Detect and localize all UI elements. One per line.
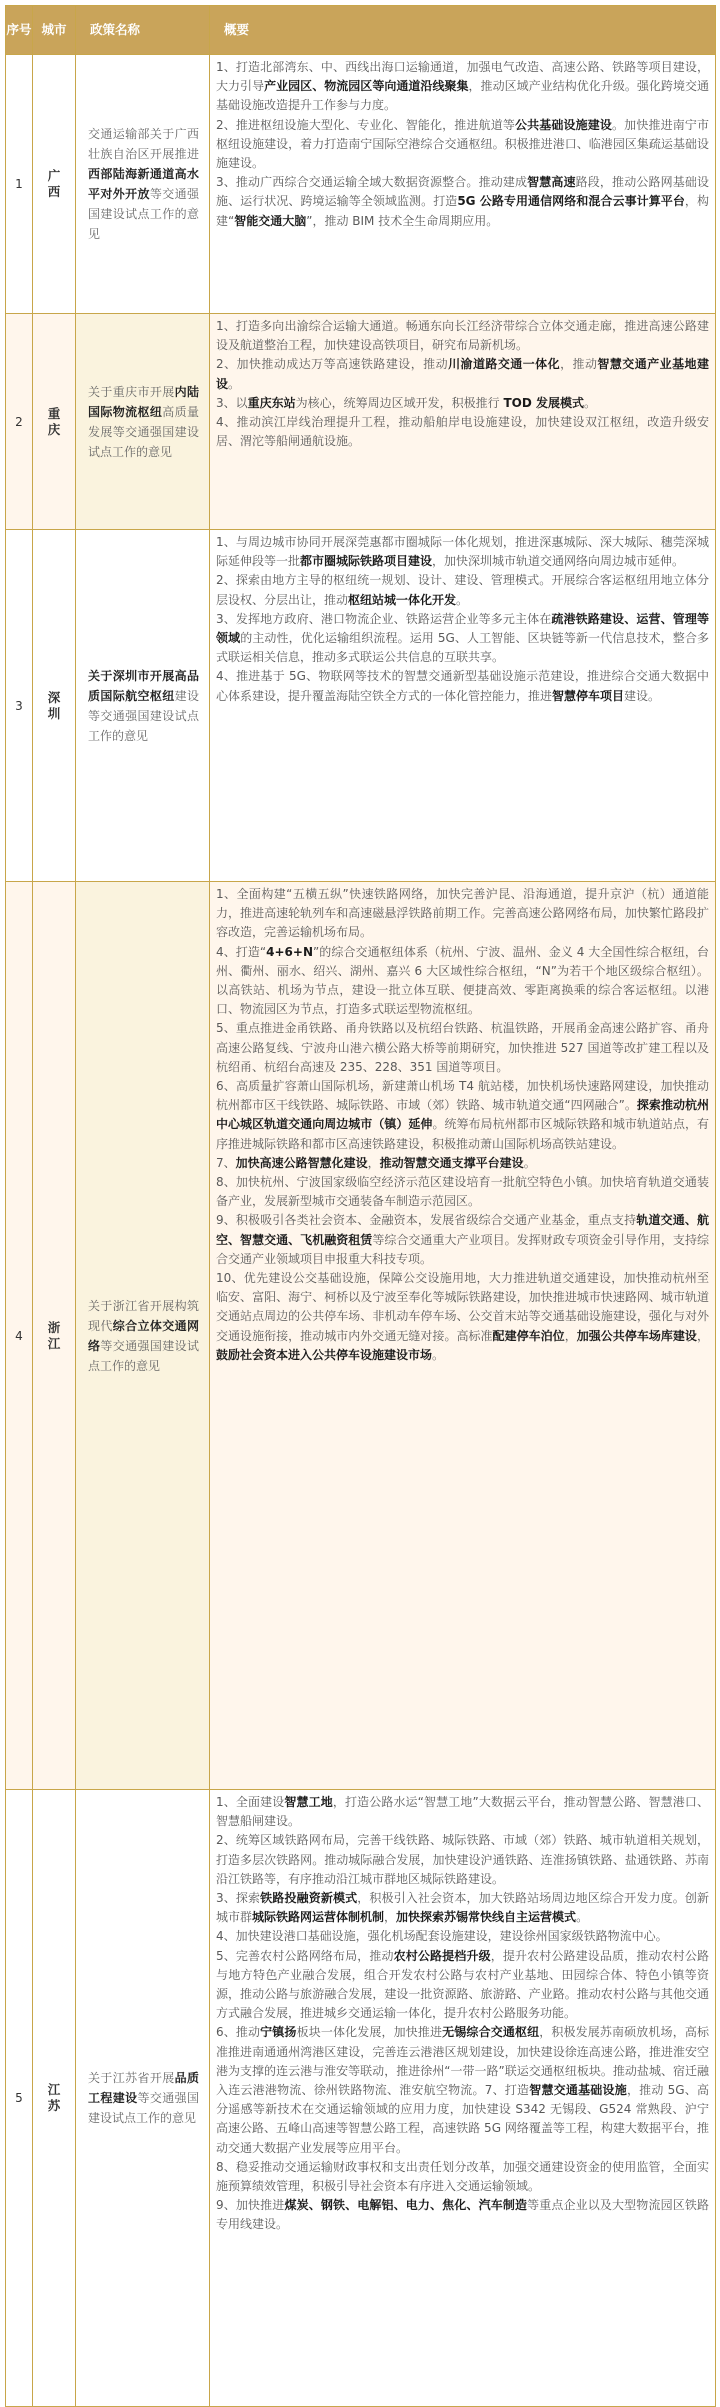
- summary-text: 6、高质量扩容萧山国际机场，新建萧山机场 T4 航站楼，加快机场快速路网建设，加快推动杭州都市区干线铁路、城际铁路、市域（郊）铁路、城市轨道交通“四网融合”。: [216, 1079, 709, 1113]
- summary-text: 2、推进枢纽设施大型化、专业化、智能化，推进航道等: [216, 117, 515, 132]
- summary-item: [216, 116, 709, 174]
- row-city: 江 苏: [33, 1790, 76, 2407]
- summary-text: 1、打造多向出渝综合运输大通道。畅通东向长江经济带综合立体交通走廊，推进高速公路建设及航道整治工程，加快建设高铁项目，研究布局新机场。: [216, 319, 709, 353]
- policy-highlight: 品质工程建设: [88, 2071, 199, 2105]
- policy-text: 高质量发展等交通强国建设试点工作的意见: [88, 404, 199, 459]
- policy-text: 等交通强国建设试点工作的意见: [88, 187, 199, 241]
- summary-item: [216, 1889, 709, 1927]
- policy-text: 关于重庆市开展: [88, 384, 175, 399]
- table-header-row: [6, 6, 716, 55]
- summary-text: 。: [432, 1347, 445, 1362]
- summary-text: 1、全面构建“五横五纵”快速铁路网络，加快完善沪昆、沿海通道，提升京沪（杭）通道能力，推进高速轮轨列车和高速磁悬浮铁路前期工作。完善高速公路网络布局，加快繁忙路段扩容改造，完善运输机场布局。: [216, 887, 709, 940]
- summary-text: 路段，推动公路网基础设施、运行状况、跨境运输等全领域监测。打造: [216, 175, 709, 209]
- summary-text: 10、优先建设公交基础设施，保障公交设施用地，大力推进轨道交通建设，加快推动杭州至临安、富阳、海宁、柯桥以及宁波至奉化等城际铁路建设，加快推进城市快速路网、城市轨道交通站点周边的公共停车场、非机动车停车场、公交首末站等交通基础设施建设，强化与对外交通设施衔接，推动城市内外交通无缝对接。高标准: [216, 1271, 709, 1343]
- summary-item: [216, 2158, 709, 2196]
- summary-text: ，构建“: [216, 194, 709, 228]
- summary-text: ，: [696, 1328, 709, 1343]
- row-policy-name: [76, 530, 210, 882]
- row-summary: [210, 530, 716, 882]
- policy-highlight: 关于深圳市开展高品质国际航空枢纽: [88, 668, 199, 703]
- summary-highlight: 枢纽站城一体化开发: [348, 592, 457, 607]
- row-policy-name: [76, 1790, 210, 2407]
- summary-text: 9、加快推进: [216, 2198, 285, 2213]
- summary-text: 4、推进基于 5G、物联网等技术的智慧交通新型基础设施示范建设，推进综合交通大数据中心体系建设，提升覆盖海陆空铁全方式的一体化管控能力，推进: [216, 669, 709, 703]
- summary-text: 6、推动: [216, 2025, 261, 2040]
- row-policy-name: [76, 314, 210, 530]
- summary-text: ，: [384, 1910, 397, 1925]
- policy-highlight: 内陆国际物流枢纽: [88, 384, 199, 419]
- summary-text: 7、: [216, 1155, 236, 1170]
- summary-highlight: 配建停车泊位: [492, 1328, 565, 1343]
- summary-item: [216, 1793, 709, 1831]
- summary-highlight: 4+6+N: [266, 944, 314, 959]
- summary-text: 3、推动广西综合交通运输全域大数据资源整合。推动建成: [216, 175, 528, 190]
- summary-item: [216, 394, 709, 413]
- summary-text: 板块一体化发展，加快推进: [296, 2025, 443, 2040]
- summary-highlight: 铁路投融资新模式: [260, 1891, 358, 1906]
- policy-highlight: 西部陆海新通道高水平对外开放: [88, 167, 199, 201]
- summary-text: 。: [228, 376, 241, 391]
- summary-text: 5、重点推进金甬铁路、甬舟铁路以及杭绍台铁路、杭温铁路，开展甬金高速公路扩容、甬舟高速公路复线、宁波舟山港六横公路大桥等前期研究，加快推进 527 国道等改扩建工程以及杭绍甬、杭绍台高速及 235、228、351 国道等项目。: [216, 1021, 709, 1074]
- summary-item: [216, 1269, 709, 1365]
- summary-text: ，: [367, 1155, 380, 1170]
- summary-text: ，积极引入社会资本，加大铁路站场周边地区综合开发力度。创新城市群: [216, 1891, 709, 1925]
- summary-text: 5、完善农村公路网络布局，推动: [216, 1948, 394, 1963]
- summary-text: 4、加快建设港口基础设施，强化机场配套设施建设，建设徐州国家级铁路物流中心。: [216, 1929, 668, 1944]
- summary-item: [216, 1211, 709, 1269]
- summary-text: 2、加快推动成达万等高速铁路建设，推动: [216, 357, 449, 372]
- summary-item: [216, 1947, 709, 2024]
- header-policy: 政策名称: [76, 6, 210, 55]
- summary-item: [216, 2023, 709, 2157]
- summary-item: [216, 1173, 709, 1211]
- table-row: [6, 882, 716, 1790]
- header-city: 城市: [33, 6, 76, 55]
- summary-highlight: 5G 公路专用通信网络和混合云事计算平台: [457, 194, 685, 209]
- header-summary: 概要: [210, 6, 716, 55]
- summary-highlight: 川渝道路交通一体化: [448, 357, 561, 372]
- row-city: 重 庆: [33, 314, 76, 530]
- policy-text: 关于江苏省开展: [88, 2071, 175, 2085]
- summary-highlight: TOD 发展模式: [503, 395, 585, 410]
- summary-item: [216, 58, 709, 116]
- summary-item: [216, 413, 709, 451]
- summary-highlight: 城际铁路网运营体制机制: [252, 1910, 385, 1925]
- summary-item: [216, 317, 709, 355]
- summary-text: 1、与周边城市协同开展深莞惠都市圈城际一体化规划，推进深惠城际、深大城际、穗莞深城际延伸段等一批: [216, 535, 709, 569]
- summary-text: 。: [456, 592, 469, 607]
- summary-item: [216, 173, 709, 231]
- summary-highlight: 宁镇扬: [260, 2025, 297, 2040]
- policy-text: 等交通强国建设试点工作的意见: [88, 1338, 199, 1373]
- row-city: 广 西: [33, 55, 76, 314]
- summary-highlight: 产业园区、物流园区等向通道沿线聚集: [264, 79, 469, 94]
- summary-highlight: 智慧交通基础设施: [529, 2083, 627, 2098]
- summary-highlight: 智慧交通产业基地建设: [216, 357, 709, 391]
- summary-item: [216, 667, 709, 705]
- summary-text: 建设。: [624, 688, 661, 703]
- summary-highlight: 探索推动杭州中心城区轨道交通向周边城市（镇）延伸: [216, 1098, 709, 1132]
- summary-text: 2、探索由地方主导的枢纽统一规划、设计、建设、管理模式。开展综合客运枢纽用地立体分层设权、分层出让，推动: [216, 573, 709, 607]
- summary-text: ，推动区域产业结构优化升级。强化跨境交通基础设施改造提升工作参与力度。: [216, 79, 709, 113]
- row-seq: 1: [6, 55, 33, 314]
- summary-highlight: 智慧停车项目: [552, 688, 625, 703]
- summary-item: [216, 885, 709, 943]
- summary-text: 4、推动滨江岸线治理提升工程，推动船舶岸电设施建设，加快建设双江枢纽，改造升级安居、渭沱等船闸通航设施。: [216, 415, 709, 449]
- summary-item: [216, 1831, 709, 1889]
- summary-text: ，推动: [560, 357, 598, 372]
- row-seq: 3: [6, 530, 33, 882]
- row-summary: [210, 882, 716, 1790]
- row-summary: [210, 314, 716, 530]
- policy-text: 交通运输部关于广西壮族自治区开展推进: [88, 127, 199, 161]
- summary-text: 。: [576, 1910, 589, 1925]
- summary-text: 等综合交通重大产业项目。发挥财政专项资金引导作用，支持综合交通产业领域项目申报重大科技专项。: [216, 1232, 709, 1266]
- summary-text: 1、打造北部湾东、中、西线出海口运输通道，加强电气改造、高速公路、铁路等项目建设，大力引导: [216, 60, 709, 94]
- summary-text: 8、稳妥推动交通运输财政事权和支出责任划分改革，加强交通建设资金的使用监管，全面实施预算绩效管理，积极引导社会资本有序进入交通运输领域。: [216, 2159, 709, 2194]
- summary-text: 2、统筹区域铁路网布局，完善干线铁路、城际铁路、市域（郊）铁路、城市轨道相关规划，打造多层次铁路网。推动城际融合发展，加快建设沪通铁路、连淮扬镇铁路、盐通铁路、苏南沿江铁路等，有序推动沿江城市群地区城际铁路建设。: [216, 1833, 709, 1886]
- summary-text: ，推动 5G、高分遥感等新技术在交通运输领域的应用力度，加快建设 S342 无锡段、G524 常熟段、沪宁高速公路、五峰山高速等智慧公路工程，高速铁路 5G 网络覆盖等工程，构建大数据平台，推动交通大数据产业发展等应用平台。: [216, 2083, 710, 2155]
- summary-highlight: 智能交通大脑: [234, 213, 307, 228]
- table-row: [6, 530, 716, 882]
- summary-text: 3、以: [216, 395, 248, 410]
- summary-text: 9、积极吸引各类社会资本、金融资本，发展省级综合交通产业基金，重点支持: [216, 1213, 637, 1228]
- summary-text: 等重点企业以及大型物流园区铁路专用线建设。: [216, 2198, 709, 2232]
- policy-table: [5, 5, 716, 2407]
- row-policy-name: [76, 882, 210, 1790]
- table-row: [6, 55, 716, 314]
- summary-highlight: 加强公共停车场库建设: [576, 1328, 697, 1343]
- summary-item: [216, 1077, 709, 1154]
- summary-text: ”的综合交通枢纽体系（杭州、宁波、温州、金义 4 大全国性综合枢纽，台州、衢州、丽水、绍兴、湖州、嘉兴 6 大区域性综合枢纽，“N”为若干个地区级综合枢纽）。以高铁站、机场为节点，建设一批立体互联、便捷高效、零距离换乘的综合客运枢纽。以港口、物流园区为节点，打造多式联运型物流枢纽。: [216, 944, 709, 1017]
- summary-highlight: 公共基础设施建设: [514, 117, 613, 132]
- summary-item: [216, 533, 709, 571]
- row-seq: 2: [6, 314, 33, 530]
- summary-highlight: 推动智慧交通支撑平台建设: [379, 1155, 524, 1170]
- row-summary: [210, 1790, 716, 2407]
- summary-highlight: 加快高速公路智慧化建设: [235, 1155, 368, 1170]
- summary-highlight: 无锡综合交通枢纽: [442, 2025, 540, 2040]
- summary-item: [216, 355, 709, 393]
- summary-text: 。: [584, 395, 597, 410]
- summary-text: ，加快深圳城市轨道交通网络向周边城市延伸。: [432, 554, 685, 569]
- summary-text: 3、探索: [216, 1891, 261, 1906]
- summary-text: 4、打造“: [216, 944, 267, 959]
- summary-text: 8、加快杭州、宁波国家级临空经济示范区建设培育一批航空特色小镇。加快培育轨道交通装备产业，发展新型城市交通装备车制造示范园区。: [216, 1175, 709, 1209]
- row-city: 深 圳: [33, 530, 76, 882]
- row-seq: 5: [6, 1790, 33, 2407]
- summary-text: 。加快推进南宁市枢纽设施建设，着力打造南宁国际空港综合交通枢纽。积极推进港口、临港园区集疏运基础设施建设。: [216, 117, 709, 171]
- policy-text: 等交通强国建设试点工作的意见: [88, 2091, 199, 2125]
- row-policy-name: [76, 55, 210, 314]
- summary-text: 1、全面建设: [216, 1795, 285, 1809]
- summary-highlight: 疏港铁路建设、运营、管理等领域: [216, 611, 709, 646]
- summary-item: [216, 1154, 709, 1173]
- summary-highlight: 重庆东站: [247, 395, 296, 410]
- table-row: [6, 1790, 716, 2407]
- summary-highlight: 智慧高速: [527, 175, 576, 190]
- header-seq: 序号: [6, 6, 33, 55]
- summary-text: 3、发挥地方政府、港口物流企业、铁路运营企业等多元主体在: [216, 611, 552, 626]
- summary-item: [216, 2196, 709, 2234]
- summary-highlight: 鼓励社会资本进入公共停车设施建设市场: [216, 1347, 433, 1362]
- summary-text: 为核心，统筹周边区域开发，积极推行: [295, 395, 504, 410]
- summary-highlight: 都市圈城际铁路项目建设: [300, 554, 433, 569]
- summary-item: [216, 1019, 709, 1077]
- summary-text: 。: [523, 1155, 536, 1170]
- summary-text: ，提升农村公路建设品质，推动农村公路与地方特色产业融合发展，组合开发农村公路与农村产业基地、田园综合体、特色小镇等资源，推动公路与旅游融合发展，建设一批资源路、旅游路、产业路。推动农村公路与其他交通方式融合发展，推进城乡交通运输一体化，提升农村公路服务功能。: [216, 1948, 709, 2021]
- summary-text: 。统筹布局杭州都市区城际铁路和城市轨道站点，有序推进城际铁路和都市区高速铁路建设，积极推动萧山国际机场高铁站建设。: [216, 1117, 709, 1151]
- summary-text: ，打造公路水运“智慧工地”大数据云平台，推动智慧公路、智慧港口、智慧船闸建设。: [216, 1795, 709, 1829]
- summary-highlight: 智慧工地: [284, 1795, 333, 1809]
- row-seq: 4: [6, 882, 33, 1790]
- summary-item: [216, 571, 709, 609]
- table-row: [6, 314, 716, 530]
- summary-text: ”，推动 BIM 技术全生命周期应用。: [306, 213, 499, 228]
- summary-text: ，: [564, 1328, 577, 1343]
- summary-highlight: 轨道交通、航空、智慧交通、飞机融资租赁: [216, 1213, 709, 1247]
- policy-highlight: 综合立体交通网络: [88, 1318, 199, 1353]
- summary-text: ，积极发展苏南硕放机场，高标准推进南通通州湾港区建设，完善连云港港区规划建设，加快建设徐连高速公路，推进淮安空港为支撑的连云港与淮安等联动，推进徐州“一带一路”联运交通枢纽板块。推动盐城、宿迁融入连云港港物流、徐州铁路物流、淮安航空物流。7、打造: [216, 2025, 709, 2098]
- summary-highlight: 农村公路提档升级: [393, 1948, 491, 1963]
- summary-item: [216, 610, 709, 668]
- policy-text: 建设等交通强国建设试点工作的意见: [88, 688, 199, 743]
- policy-text: 关于浙江省开展构筑现代: [88, 1298, 199, 1333]
- summary-text: 的主动性，优化运输组织流程。运用 5G、人工智能、区块链等新一代信息技术，整合多式联运相关信息，推动多式联运公共信息的互联共享。: [216, 631, 709, 665]
- summary-item: [216, 1927, 709, 1946]
- summary-highlight: 加快探索苏锡常快线自主运营模式: [396, 1910, 577, 1925]
- summary-item: [216, 943, 709, 1020]
- summary-highlight: 煤炭、钢铁、电解铝、电力、焦化、汽车制造: [284, 2198, 528, 2213]
- row-summary: [210, 55, 716, 314]
- row-city: 浙 江: [33, 882, 76, 1790]
